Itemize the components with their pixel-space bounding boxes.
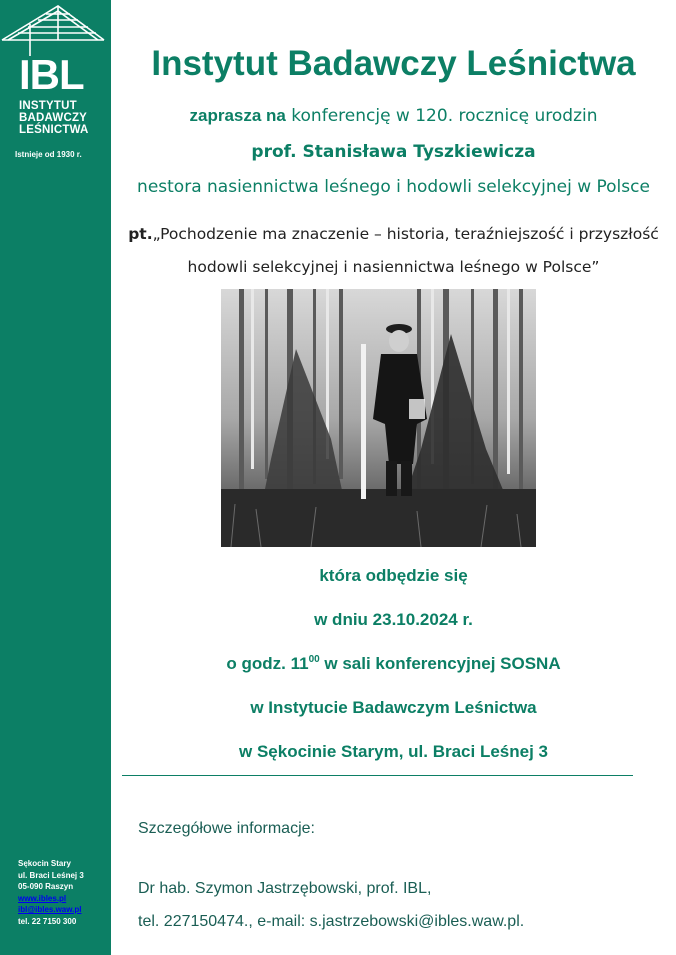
website-link[interactable]: www.ibles.pl xyxy=(18,893,67,903)
address-line-2: ul. Braci Leśnej 3 xyxy=(18,870,84,880)
event-date: w dniu 23.10.2024 r. xyxy=(314,610,473,629)
topic-text-1: „Pochodzenie ma znaczenie – historia, teraźniejszość i przyszłość xyxy=(152,225,659,243)
address-line-1: Sękocin Stary xyxy=(18,859,71,868)
event-address: w Sękocinie Starym, ul. Braci Leśnej 3 xyxy=(239,742,548,761)
forest-portrait-photo xyxy=(221,289,536,547)
contact-heading: Szczegółowe informacje: xyxy=(138,820,315,837)
event-venue: w Instytucie Badawczym Leśnictwa xyxy=(250,698,537,717)
email-link[interactable]: ibl@ibles.waw.pl xyxy=(18,905,82,914)
honoree-name: prof. Stanisława Tyszkiewicza xyxy=(251,142,536,162)
topic-line-2: hodowli selekcyjnej i nasiennictwa leśnego w Polsce” xyxy=(187,258,600,276)
event-intro: która odbędzie się xyxy=(319,566,468,585)
logo-line-3: LEŚNICTWA xyxy=(19,124,89,136)
topic-prefix: pt. xyxy=(128,225,153,243)
topic-line-1 xyxy=(111,225,676,243)
address-line-3: 05-090 Raszyn xyxy=(18,882,74,891)
honoree-description: nestora nasiennictwa leśnego i hodowli selekcyjnej w Polsce xyxy=(137,177,650,197)
contact-name: Dr hab. Szymon Jastrzębowski, prof. IBL, xyxy=(138,880,432,897)
invite-text: konferencję w 120. rocznicę urodzin xyxy=(285,106,598,126)
phone-number: tel. 22 7150 300 xyxy=(18,916,77,926)
event-time-minutes: 00 xyxy=(308,654,320,665)
founded-note: Istnieje od 1930 r. xyxy=(15,150,82,159)
divider xyxy=(122,775,633,776)
event-time-prefix: o godz. 11 xyxy=(226,654,309,673)
logo-abbreviation: IBL xyxy=(19,51,84,98)
address-block xyxy=(18,858,84,927)
contact-details: tel. 227150474., e-mail: s.jastrzebowski@ibles.waw.pl. xyxy=(138,913,525,930)
logo-line-1: INSTYTUT xyxy=(19,100,77,112)
invite-bold: zaprasza na xyxy=(189,106,286,125)
page-title: Instytut Badawczy Leśnictwa xyxy=(151,44,636,83)
event-time-room: w sali konferencyjnej SOSNA xyxy=(319,654,561,673)
event-time xyxy=(111,654,676,674)
invite-line xyxy=(111,106,676,126)
sidebar xyxy=(0,0,111,955)
logo-line-2: BADAWCZY xyxy=(19,112,88,124)
